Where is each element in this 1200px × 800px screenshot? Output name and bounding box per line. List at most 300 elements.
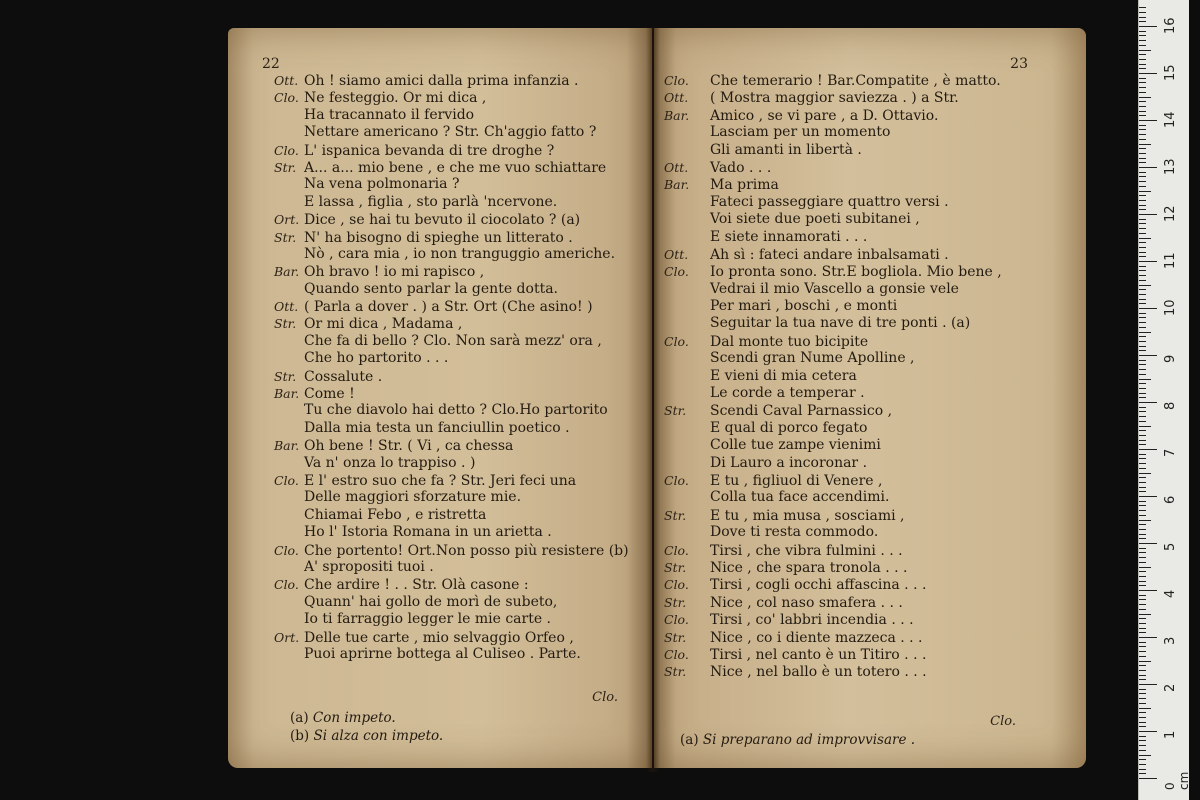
ruler-label: 15	[1163, 64, 1178, 81]
line-text: A... a... mio bene , e che me vuo schiattare	[304, 159, 607, 176]
ruler-tick	[1139, 755, 1151, 756]
ruler-tick	[1139, 458, 1146, 459]
text-line	[654, 611, 1086, 628]
speaker-label: Clo.	[664, 612, 689, 628]
ruler-tick	[1139, 524, 1146, 525]
line-text: Tirsi , cogli occhi affascina . . .	[710, 577, 927, 594]
ruler-tick	[1139, 679, 1146, 680]
speaker-label: Ott.	[274, 299, 299, 315]
line-text: Oh bene ! Str. ( Vi , ca chessa	[304, 438, 514, 455]
line-text: Seguitar la tua nave di tre ponti . (a)	[710, 315, 971, 332]
text-line	[654, 437, 1086, 454]
speaker-label: Clo.	[274, 542, 299, 558]
line-text: Tu che diavolo hai detto ? Clo.Ho partorito	[304, 402, 608, 419]
ruler-tick	[1139, 712, 1146, 713]
ruler-tick	[1139, 26, 1157, 27]
text-line	[228, 246, 652, 263]
ruler-tick	[1139, 745, 1146, 746]
text-line	[654, 229, 1086, 246]
ruler-tick	[1139, 534, 1146, 535]
ruler-tick	[1139, 548, 1146, 549]
ruler-tick	[1139, 689, 1146, 690]
ruler-tick	[1139, 327, 1146, 328]
ruler-tick	[1139, 675, 1146, 676]
line-text: Come !	[304, 386, 355, 403]
ruler-tick	[1139, 238, 1151, 239]
ruler-tick	[1139, 31, 1146, 32]
ruler-tick	[1139, 195, 1146, 196]
text-line	[228, 281, 652, 298]
line-text: E siete innamorati . . .	[710, 228, 868, 245]
ruler-tick	[1139, 515, 1146, 516]
line-text: E tu , mia musa , sosciami ,	[710, 507, 905, 524]
speaker-label: Clo.	[664, 73, 689, 88]
text-line	[654, 298, 1086, 315]
ruler-tick	[1139, 266, 1146, 267]
text-line	[654, 176, 1086, 193]
text-line	[228, 159, 652, 176]
ruler-tick	[1139, 50, 1151, 51]
text-line	[228, 420, 652, 437]
right-page	[654, 28, 1086, 768]
footnote-a-right	[680, 732, 915, 748]
speaker-label: Str.	[274, 316, 297, 332]
text-line	[228, 576, 652, 593]
ruler-label: 10	[1163, 299, 1178, 316]
ruler-tick	[1139, 341, 1146, 342]
line-text: Che ho partorito . . .	[304, 350, 449, 367]
footnote-a-left	[290, 710, 396, 726]
ruler-label: 5	[1163, 542, 1178, 551]
text-line	[228, 142, 652, 159]
ruler-tick	[1139, 595, 1146, 596]
speaker-label: Clo.	[274, 577, 299, 593]
ruler-tick	[1139, 162, 1146, 163]
speaker-label: Ott.	[664, 90, 689, 106]
text-line	[228, 646, 652, 663]
text-line	[228, 402, 652, 419]
ruler-label: 6	[1163, 495, 1178, 504]
line-text: Le corde a temperar .	[710, 385, 865, 402]
text-line	[654, 194, 1086, 211]
text-line	[228, 629, 652, 646]
speaker-label: Str.	[274, 229, 297, 245]
line-text: Per mari , boschi , e monti	[710, 298, 898, 315]
ruler-tick	[1139, 270, 1146, 271]
text-line	[228, 489, 652, 506]
line-text: Vedrai il mio Vascello a gonsie vele	[710, 280, 959, 297]
speaker-label: Clo.	[274, 142, 299, 158]
ruler-tick	[1139, 158, 1146, 159]
ruler-tick	[1139, 369, 1146, 370]
ruler-tick	[1139, 393, 1146, 394]
ruler-tick	[1139, 355, 1157, 356]
ruler-tick	[1139, 364, 1146, 365]
ruler-tick	[1139, 176, 1146, 177]
ruler-tick	[1139, 97, 1151, 98]
ruler-tick	[1139, 764, 1146, 765]
ruler-label: 2	[1163, 683, 1178, 692]
line-text: L' ispanica bevanda di tre droghe ?	[304, 142, 555, 159]
ruler-tick	[1139, 21, 1146, 22]
ruler-tick	[1139, 275, 1146, 276]
line-text: Che ardire ! . . Str. Olà casone :	[304, 577, 529, 594]
ruler-tick	[1139, 726, 1146, 727]
ruler-tick	[1139, 632, 1146, 633]
ruler-tick	[1139, 228, 1146, 229]
speaker-label: Str.	[274, 368, 297, 384]
speaker-label: Clo.	[274, 90, 299, 106]
text-line	[228, 524, 652, 541]
ruler-tick	[1139, 12, 1146, 13]
speaker-label: Bar.	[664, 177, 690, 193]
ruler-tick	[1139, 402, 1157, 403]
speaker-label: Bar.	[664, 107, 690, 123]
line-text: Nice , che spara tronola . . .	[710, 559, 908, 576]
ruler-tick	[1139, 585, 1146, 586]
speaker-label: Bar.	[274, 438, 300, 454]
line-text: Lasciam per un momento	[710, 124, 891, 141]
ruler-label: 8	[1163, 401, 1178, 410]
text-line	[228, 594, 652, 611]
text-line	[654, 142, 1086, 159]
speaker-label: Clo.	[274, 472, 299, 488]
text-line	[654, 107, 1086, 124]
text-line	[228, 211, 652, 228]
ruler-tick	[1139, 637, 1157, 638]
ruler-tick	[1139, 543, 1157, 544]
right-text-block	[654, 72, 1086, 681]
ruler-tick	[1139, 590, 1157, 591]
ruler-label: 1	[1163, 730, 1178, 739]
ruler-tick	[1139, 247, 1146, 248]
line-text: Quando sento parlar la gente dotta.	[304, 280, 558, 297]
text-line	[654, 455, 1086, 472]
ruler-tick	[1139, 750, 1146, 751]
ruler-label: 16	[1163, 17, 1178, 34]
text-line	[654, 629, 1086, 646]
ruler-tick	[1139, 520, 1151, 521]
line-text: E lassa , figlia , sto parlà 'ncervone.	[304, 193, 558, 210]
ruler-tick	[1139, 59, 1146, 60]
left-page	[228, 28, 652, 768]
ruler-tick	[1139, 693, 1146, 694]
ruler-tick	[1139, 214, 1157, 215]
line-text: Scendi Caval Parnassico ,	[710, 403, 893, 420]
text-line	[228, 455, 652, 472]
ruler-tick	[1139, 148, 1146, 149]
speaker-label: Clo.	[664, 646, 689, 662]
speaker-label: Ott.	[664, 246, 689, 262]
text-line	[654, 472, 1086, 489]
text-line	[228, 368, 652, 385]
ruler-tick	[1139, 759, 1146, 760]
text-line	[654, 246, 1086, 263]
line-text: Ho l' Istoria Romana in un arietta .	[304, 524, 552, 541]
open-book	[228, 28, 1088, 772]
ruler-tick	[1139, 562, 1146, 563]
text-line	[654, 281, 1086, 298]
speaker-label: Ort.	[274, 629, 300, 645]
ruler-label: 14	[1163, 111, 1178, 128]
text-line	[228, 72, 652, 89]
line-text: Di Lauro a incoronar .	[710, 454, 868, 471]
speaker-label: Ort.	[274, 212, 300, 228]
text-line	[654, 385, 1086, 402]
text-line	[228, 298, 652, 315]
text-line	[228, 333, 652, 350]
ruler-tick	[1139, 223, 1146, 224]
ruler-tick	[1139, 397, 1146, 398]
line-text: Chiamai Febo , e ristretta	[304, 506, 487, 523]
line-text: Che temerario ! Bar.Compatite , è matto.	[710, 73, 1001, 89]
text-line	[228, 507, 652, 524]
ruler-tick	[1139, 374, 1146, 375]
ruler-tick	[1139, 322, 1146, 323]
line-text: Vado . . .	[710, 159, 772, 176]
line-text: E l' estro suo che fa ? Str. Jeri feci una	[304, 472, 577, 489]
ruler-tick	[1139, 54, 1146, 55]
text-line	[654, 211, 1086, 228]
text-line	[228, 350, 652, 367]
speaker-label: Str.	[664, 559, 687, 575]
ruler-tick	[1139, 219, 1146, 220]
ruler-tick	[1139, 717, 1146, 718]
ruler-tick	[1139, 684, 1157, 685]
footnote-b-left	[290, 728, 443, 744]
ruler-tick	[1139, 708, 1151, 709]
ruler-tick	[1139, 73, 1157, 74]
ruler-tick	[1139, 722, 1146, 723]
ruler-tick	[1139, 350, 1146, 351]
text-line	[654, 576, 1086, 593]
ruler-label: 9	[1163, 354, 1178, 363]
line-text: Dice , se hai tu bevuto il ciocolato ? (a)	[304, 212, 581, 229]
ruler-tick	[1139, 346, 1146, 347]
line-text: Tirsi , che vibra fulmini . . .	[710, 542, 903, 559]
ruler-unit-label: 0 cm	[1163, 771, 1191, 790]
text-line	[228, 315, 652, 332]
ruler-tick	[1139, 125, 1146, 126]
line-text: Ne festeggio. Or mi dica ,	[304, 90, 487, 107]
ruler-tick	[1139, 552, 1146, 553]
line-text: Oh ! siamo amici dalla prima infanzia .	[304, 73, 579, 89]
line-text: Ma prima	[710, 177, 779, 194]
ruler-tick	[1139, 440, 1146, 441]
line-text: Io pronta sono. Str.E bogliola. Mio bene ,	[710, 264, 1002, 281]
line-text: Fateci passeggiare quattro versi .	[710, 193, 949, 210]
text-line	[228, 611, 652, 628]
line-text: ( Mostra maggior saviezza . ) a Str.	[710, 90, 959, 107]
text-line	[654, 420, 1086, 437]
ruler-tick	[1139, 501, 1146, 502]
line-text: Delle tue carte , mio selvaggio Orfeo ,	[304, 629, 574, 646]
ruler-tick	[1139, 646, 1146, 647]
ruler-tick	[1139, 303, 1146, 304]
line-text: E tu , figliuol di Venere ,	[710, 472, 883, 489]
ruler-tick	[1139, 78, 1146, 79]
ruler-tick	[1139, 473, 1151, 474]
ruler-tick	[1139, 383, 1146, 384]
cm-ruler	[1138, 0, 1189, 800]
text-line	[654, 159, 1086, 176]
ruler-tick	[1139, 186, 1146, 187]
ruler-tick	[1139, 609, 1146, 610]
ruler-tick	[1139, 444, 1146, 445]
ruler-label: 11	[1163, 252, 1178, 269]
line-text: Dalla mia testa un fanciullin poetico .	[304, 419, 570, 436]
text-line	[228, 124, 652, 141]
ruler-tick	[1139, 289, 1146, 290]
ruler-tick	[1139, 642, 1146, 643]
text-line	[228, 176, 652, 193]
ruler-tick	[1139, 628, 1146, 629]
footnote-mark: (b)	[290, 728, 310, 744]
ruler-tick	[1139, 101, 1146, 102]
ruler-tick	[1139, 449, 1157, 450]
ruler-tick	[1139, 256, 1146, 257]
speaker-label: Str.	[664, 507, 687, 523]
line-text: Dove ti resta commodo.	[710, 524, 879, 541]
ruler-tick	[1139, 82, 1146, 83]
speaker-label: Clo.	[664, 577, 689, 593]
ruler-tick	[1139, 623, 1146, 624]
ruler-tick	[1139, 153, 1146, 154]
line-text: Puoi aprirne bottega al Culiseo . Parte.	[304, 645, 581, 662]
ruler-tick	[1139, 360, 1146, 361]
ruler-tick	[1139, 191, 1151, 192]
page-number-left: 22	[262, 56, 280, 72]
ruler-tick	[1139, 35, 1146, 36]
text-line	[654, 524, 1086, 541]
line-text: ( Parla a dover . ) a Str. Ort (Che asino! )	[304, 299, 593, 316]
line-text: Ah sì : fateci andare inbalsamati .	[710, 246, 949, 263]
ruler-tick	[1139, 7, 1146, 8]
ruler-tick	[1139, 421, 1146, 422]
ruler-tick	[1139, 45, 1146, 46]
ruler-tick	[1139, 139, 1146, 140]
line-text: Oh bravo ! io mi rapisco ,	[304, 264, 485, 281]
line-text: Na vena polmonaria ?	[304, 176, 460, 193]
text-line	[654, 350, 1086, 367]
ruler-tick	[1139, 167, 1157, 168]
ruler-tick	[1139, 317, 1146, 318]
line-text: A' spropositi tuoi .	[304, 558, 434, 575]
ruler-label: 13	[1163, 158, 1178, 175]
ruler-label: 4	[1163, 589, 1178, 598]
speaker-label: Str.	[664, 629, 687, 645]
text-line	[228, 542, 652, 559]
text-line	[228, 107, 652, 124]
catchword-right: Clo.	[990, 714, 1016, 729]
ruler-tick	[1139, 698, 1146, 699]
text-line	[654, 489, 1086, 506]
ruler-tick	[1139, 313, 1146, 314]
footnote-mark: (a)	[680, 732, 699, 748]
ruler-label: 3	[1163, 636, 1178, 645]
text-line	[228, 437, 652, 454]
ruler-tick	[1139, 111, 1146, 112]
speaker-label: Str.	[664, 403, 687, 419]
ruler-tick	[1139, 430, 1146, 431]
line-text: Va n' onza lo trappiso . )	[304, 454, 476, 471]
ruler-tick	[1139, 388, 1146, 389]
text-line	[228, 559, 652, 576]
ruler-tick	[1139, 379, 1151, 380]
speaker-label: Clo.	[664, 264, 689, 280]
catchword-left: Clo.	[592, 690, 618, 705]
line-text: Che fa di bello ? Clo. Non sarà mezz' ora ,	[304, 332, 602, 349]
ruler-tick	[1139, 736, 1146, 737]
ruler-tick	[1139, 538, 1146, 539]
ruler-tick	[1139, 144, 1151, 145]
ruler-tick	[1139, 17, 1146, 18]
ruler-tick	[1139, 92, 1146, 93]
ruler-tick	[1139, 656, 1146, 657]
ruler-label: 12	[1163, 205, 1178, 222]
line-text: Ha tracannato il fervido	[304, 106, 475, 123]
line-text: E qual di porco fegato	[710, 419, 868, 436]
speaker-label: Ott.	[664, 159, 689, 175]
ruler-tick	[1139, 487, 1146, 488]
text-line	[654, 315, 1086, 332]
ruler-tick	[1139, 769, 1146, 770]
ruler-tick	[1139, 505, 1146, 506]
ruler-tick	[1139, 411, 1146, 412]
ruler-tick	[1139, 64, 1146, 65]
ruler-label: 7	[1163, 448, 1178, 457]
speaker-label: Clo.	[664, 472, 689, 488]
ruler-tick	[1139, 40, 1146, 41]
line-text: Nice , co i diente mazzeca . . .	[710, 629, 923, 646]
ruler-tick	[1139, 233, 1146, 234]
text-line	[654, 333, 1086, 350]
page-number-right: 23	[1010, 56, 1028, 72]
ruler-tick	[1139, 454, 1146, 455]
ruler-tick	[1139, 477, 1146, 478]
text-line	[654, 594, 1086, 611]
text-line	[654, 368, 1086, 385]
text-line	[228, 472, 652, 489]
ruler-tick	[1139, 703, 1146, 704]
ruler-tick	[1139, 581, 1146, 582]
text-line	[654, 646, 1086, 663]
line-text: Scendi gran Nume Apolline ,	[710, 350, 915, 367]
ruler-tick	[1139, 740, 1146, 741]
line-text: Gli amanti in libertà .	[710, 141, 862, 158]
ruler-tick	[1139, 308, 1157, 309]
ruler-tick	[1139, 482, 1146, 483]
line-text: Che portento! Ort.Non posso più resistere (b)	[304, 542, 629, 559]
line-text: Nice , nel ballo è un totero . . .	[710, 664, 927, 681]
text-line	[654, 89, 1086, 106]
line-text: Colle tue zampe vienimi	[710, 437, 881, 454]
ruler-tick	[1139, 651, 1146, 652]
line-text: Tirsi , co' labbri incendia . . .	[710, 612, 914, 629]
line-text: Tirsi , nel canto è un Titiro . . .	[710, 646, 927, 663]
speaker-label: Bar.	[274, 386, 300, 402]
ruler-tick	[1139, 778, 1157, 779]
line-text: Amico , se vi pare , a D. Ottavio.	[710, 107, 939, 124]
ruler-tick	[1139, 87, 1146, 88]
line-text: Io ti farraggio legger le mie carte .	[304, 611, 552, 628]
ruler-tick	[1139, 604, 1146, 605]
text-line	[654, 507, 1086, 524]
text-line	[654, 402, 1086, 419]
ruler-tick	[1139, 426, 1151, 427]
ruler-tick	[1139, 435, 1146, 436]
ruler-tick	[1139, 280, 1146, 281]
